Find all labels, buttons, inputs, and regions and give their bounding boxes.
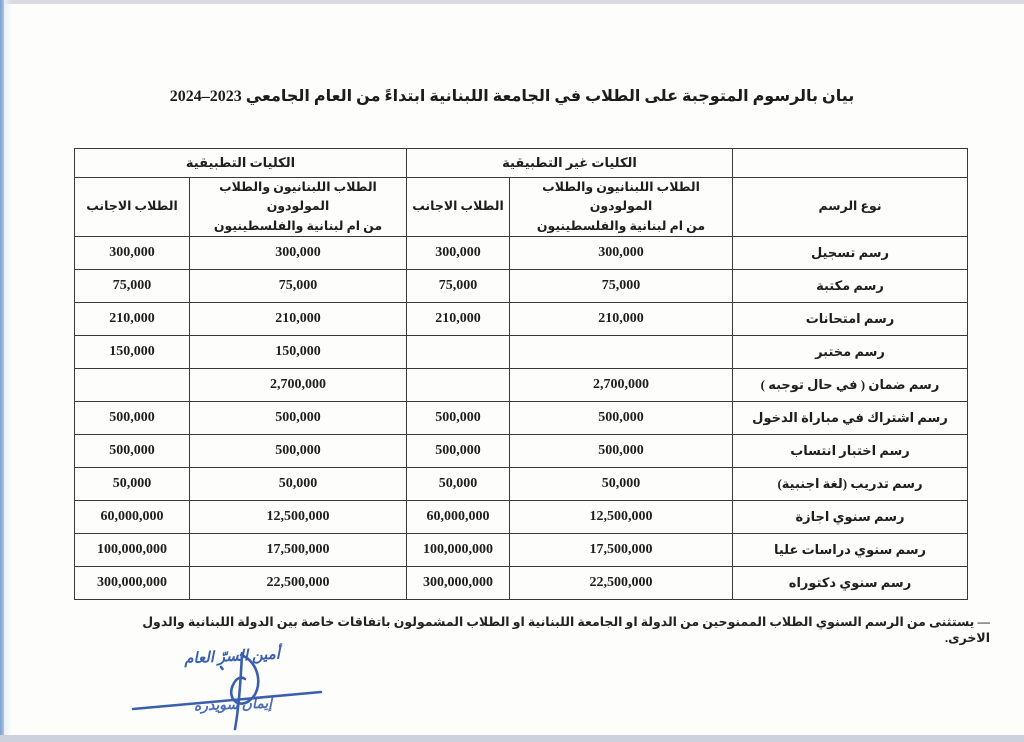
signature-role-text: أمين السرّ العام (183, 646, 281, 668)
lebanese-students-header-line2: من ام لبنانية والفلسطينيون (536, 218, 706, 233)
non-applied-lebanese-value-cell: 300,000 (510, 237, 733, 270)
lebanese-students-header-line1: الطلاب اللبنانيون والطلاب المولودون (219, 180, 377, 214)
fee-type-cell: رسم سنوي دراسات عليا (733, 534, 968, 567)
fee-table-body (74, 149, 967, 600)
fee-table-row (74, 369, 967, 402)
applied-foreign-value-cell: 75,000 (74, 270, 189, 303)
non-applied-foreign-value-cell: 60,000,000 (406, 501, 509, 534)
non-applied-lebanese-value-cell: 50,000 (510, 468, 733, 501)
fee-type-cell: رسم ضمان ( في حال توجبه ) (733, 369, 968, 402)
applied-lebanese-value-cell: 22,500,000 (189, 567, 406, 600)
applied-foreign-value-cell: 500,000 (74, 402, 189, 435)
non-applied-lebanese-students-header (510, 178, 733, 237)
applied-lebanese-value-cell: 17,500,000 (189, 534, 406, 567)
applied-foreign-value-cell: 300,000 (74, 237, 189, 270)
fee-table-row (74, 435, 967, 468)
applied-lebanese-students-header (189, 178, 406, 237)
applied-foreign-students-header: الطلاب الاجانب (74, 178, 189, 237)
applied-lebanese-value-cell: 150,000 (189, 336, 406, 369)
applied-foreign-value-cell: 60,000,000 (74, 501, 189, 534)
non-applied-foreign-value-cell: 100,000,000 (406, 534, 509, 567)
non-applied-lebanese-value-cell (510, 336, 733, 369)
signature-name-text: إيمان سويدره (193, 696, 273, 715)
fee-table-row (74, 336, 967, 369)
non-applied-foreign-value-cell: 75,000 (406, 270, 509, 303)
fee-type-cell: رسم امتحانات (733, 303, 968, 336)
fee-type-column-header: نوع الرسم (733, 178, 968, 237)
applied-foreign-value-cell: 150,000 (74, 336, 189, 369)
non-applied-foreign-value-cell: 210,000 (406, 303, 509, 336)
fee-type-cell: رسم سنوي اجازة (733, 501, 968, 534)
applied-foreign-value-cell (74, 369, 189, 402)
non-applied-foreign-students-header: الطلاب الاجانب (406, 178, 509, 237)
fee-table-row (74, 501, 967, 534)
fee-type-cell: رسم مكتبة (733, 270, 968, 303)
non-applied-foreign-value-cell (406, 369, 509, 402)
fee-type-cell: رسم اشتراك في مباراة الدخول (733, 402, 968, 435)
applied-foreign-value-cell: 210,000 (74, 303, 189, 336)
student-category-header-row (74, 178, 967, 237)
applied-foreign-value-cell: 300,000,000 (74, 567, 189, 600)
applied-faculties-group-header: الكليات التطبيقية (74, 149, 406, 178)
applied-lebanese-value-cell: 500,000 (189, 402, 406, 435)
fee-table-row (74, 534, 967, 567)
fee-type-cell: رسم اختبار انتساب (733, 435, 968, 468)
applied-lebanese-value-cell: 2,700,000 (189, 369, 406, 402)
fee-table-row (74, 270, 967, 303)
applied-lebanese-value-cell: 500,000 (189, 435, 406, 468)
non-applied-foreign-value-cell: 300,000 (406, 237, 509, 270)
applied-lebanese-value-cell: 75,000 (189, 270, 406, 303)
scan-edge-left-fade (4, 0, 12, 742)
applied-foreign-value-cell: 50,000 (74, 468, 189, 501)
non-applied-lebanese-value-cell: 210,000 (510, 303, 733, 336)
fee-table-row (74, 402, 967, 435)
lebanese-students-header-line2: من ام لبنانية والفلسطينيون (213, 218, 383, 233)
non-applied-foreign-value-cell: 300,000,000 (406, 567, 509, 600)
applied-lebanese-value-cell: 210,000 (189, 303, 406, 336)
non-applied-faculties-group-header: الكليات غير التطبيقية (406, 149, 732, 178)
fee-table-row (74, 468, 967, 501)
applied-foreign-value-cell: 500,000 (74, 435, 189, 468)
signature-block (125, 645, 330, 737)
fee-type-cell: رسم تدريب (لغة اجنبية) (733, 468, 968, 501)
non-applied-lebanese-value-cell: 75,000 (510, 270, 733, 303)
faculty-group-header-row (74, 149, 967, 178)
non-applied-foreign-value-cell: 500,000 (406, 435, 509, 468)
non-applied-lebanese-value-cell: 500,000 (510, 402, 733, 435)
applied-foreign-value-cell: 100,000,000 (74, 534, 189, 567)
non-applied-lebanese-value-cell: 22,500,000 (510, 567, 733, 600)
scan-edge-top (0, 0, 1024, 4)
applied-lebanese-value-cell: 50,000 (189, 468, 406, 501)
non-applied-lebanese-value-cell: 500,000 (510, 435, 733, 468)
non-applied-foreign-value-cell: 500,000 (406, 402, 509, 435)
fees-table (74, 148, 968, 600)
fee-type-cell: رسم تسجيل (733, 237, 968, 270)
fee-type-cell: رسم سنوي دكتوراه (733, 567, 968, 600)
non-applied-lebanese-value-cell: 12,500,000 (510, 501, 733, 534)
fee-type-cell: رسم مختبر (733, 336, 968, 369)
empty-corner-cell (733, 149, 968, 178)
lebanese-students-header-line1: الطلاب اللبنانيون والطلاب المولودون (542, 180, 700, 214)
fee-table-row (74, 303, 967, 336)
non-applied-lebanese-value-cell: 17,500,000 (510, 534, 733, 567)
fee-table-row (74, 237, 967, 270)
page-title: بيان بالرسوم المتوجبة على الطلاب في الجامعة اللبنانية ابتداءً من العام الجامعي 2023–2024 (169, 88, 855, 105)
fee-table-row (74, 567, 967, 600)
non-applied-lebanese-value-cell: 2,700,000 (510, 369, 733, 402)
non-applied-foreign-value-cell (406, 336, 509, 369)
exemption-footnote: — يستثنى من الرسم السنوي الطلاب الممنوحين من الدولة او الجامعة اللبنانية او الطلاب المشمولون باتفاقات خاصة بين الدولة اللبنانية والدول الاخرى. (142, 615, 990, 645)
non-applied-foreign-value-cell: 50,000 (406, 468, 509, 501)
applied-lebanese-value-cell: 300,000 (189, 237, 406, 270)
applied-lebanese-value-cell: 12,500,000 (189, 501, 406, 534)
